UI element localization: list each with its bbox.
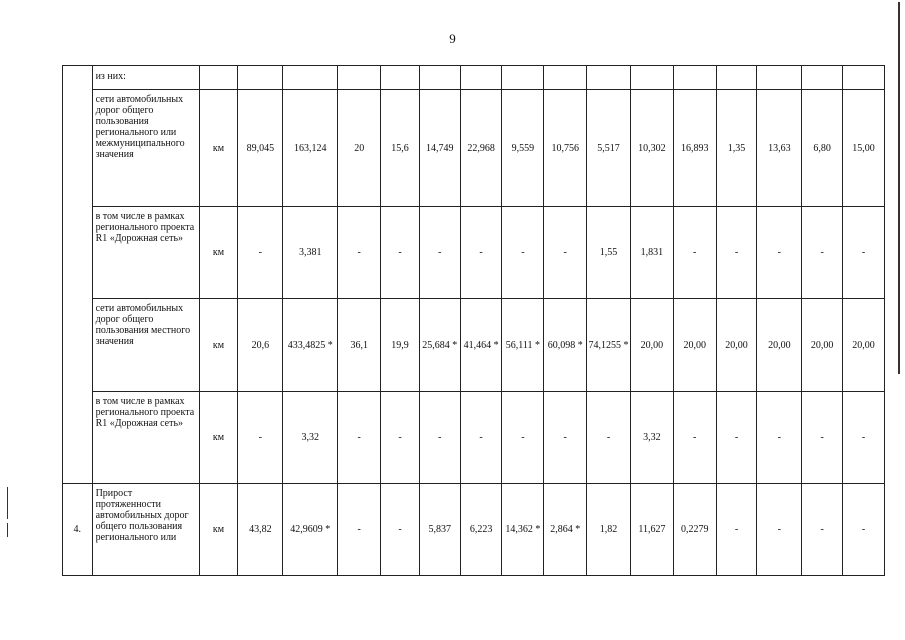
value-cell: 20,00 xyxy=(757,299,802,392)
value-cell: - xyxy=(843,207,885,299)
value-cell: 15,6 xyxy=(381,90,420,207)
value-cell: 10,302 xyxy=(630,90,673,207)
cell xyxy=(381,66,420,90)
value-cell: 11,627 xyxy=(630,484,673,576)
value-cell: 3,32 xyxy=(630,392,673,484)
right-margin-line xyxy=(898,2,900,374)
unit-cell: км xyxy=(199,299,238,392)
value-cell: 14,749 xyxy=(419,90,460,207)
value-cell: - xyxy=(460,207,502,299)
value-cell: 56,111 * xyxy=(502,299,544,392)
value-cell: 1,831 xyxy=(630,207,673,299)
cell xyxy=(338,66,381,90)
cell xyxy=(502,66,544,90)
value-cell: 74,1255 * xyxy=(587,299,631,392)
cell xyxy=(544,66,587,90)
value-cell: - xyxy=(381,484,420,576)
value-cell: - xyxy=(716,392,757,484)
value-cell: 43,82 xyxy=(238,484,283,576)
value-cell: - xyxy=(673,392,716,484)
unit-cell: км xyxy=(199,207,238,299)
value-cell: 3,381 xyxy=(283,207,338,299)
unit-cell: км xyxy=(199,90,238,207)
value-cell: - xyxy=(802,207,843,299)
value-cell: - xyxy=(802,484,843,576)
value-cell: 20,00 xyxy=(673,299,716,392)
value-cell: - xyxy=(843,392,885,484)
table-row xyxy=(63,392,885,484)
value-cell: 20,00 xyxy=(630,299,673,392)
value-cell: - xyxy=(238,392,283,484)
value-cell: 6,80 xyxy=(802,90,843,207)
table-row xyxy=(63,484,885,576)
table-row xyxy=(63,299,885,392)
value-cell: 89,045 xyxy=(238,90,283,207)
value-cell: - xyxy=(716,484,757,576)
value-cell: - xyxy=(544,207,587,299)
value-cell: 2,864 * xyxy=(544,484,587,576)
value-cell: - xyxy=(338,484,381,576)
value-cell: - xyxy=(757,484,802,576)
cell xyxy=(283,66,338,90)
value-cell: 15,00 xyxy=(843,90,885,207)
value-cell: 20,00 xyxy=(716,299,757,392)
cell xyxy=(238,66,283,90)
value-cell: 10,756 xyxy=(544,90,587,207)
cell xyxy=(673,66,716,90)
cell xyxy=(716,66,757,90)
value-cell: 20,6 xyxy=(238,299,283,392)
value-cell: - xyxy=(238,207,283,299)
value-cell: 60,098 * xyxy=(544,299,587,392)
value-cell: 5,837 xyxy=(419,484,460,576)
unit-cell: км xyxy=(199,484,238,576)
value-cell: 22,968 xyxy=(460,90,502,207)
cell xyxy=(843,66,885,90)
value-cell: - xyxy=(673,207,716,299)
value-cell: 5,517 xyxy=(587,90,631,207)
cell xyxy=(630,66,673,90)
value-cell: - xyxy=(338,207,381,299)
value-cell: - xyxy=(419,207,460,299)
row-label: сети автомобильных дорог общего пользования местного значения xyxy=(92,299,199,392)
value-cell: - xyxy=(502,207,544,299)
value-cell: 13,63 xyxy=(757,90,802,207)
value-cell: 9,559 xyxy=(502,90,544,207)
value-cell: - xyxy=(502,392,544,484)
row-label: в том числе в рамках регионального проекта R1 «Дорожная сеть» xyxy=(92,392,199,484)
value-cell: 41,464 * xyxy=(460,299,502,392)
value-cell: - xyxy=(381,207,420,299)
index-cell: 4. xyxy=(63,484,93,576)
table-row xyxy=(63,66,885,90)
value-cell: 163,124 xyxy=(283,90,338,207)
value-cell: - xyxy=(843,484,885,576)
index-cell xyxy=(63,66,93,484)
row-label: в том числе в рамках регионального проекта R1 «Дорожная сеть» xyxy=(92,207,199,299)
value-cell: - xyxy=(338,392,381,484)
value-cell: - xyxy=(587,392,631,484)
cell xyxy=(802,66,843,90)
value-cell: 6,223 xyxy=(460,484,502,576)
value-cell: - xyxy=(757,392,802,484)
value-cell: 3,32 xyxy=(283,392,338,484)
value-cell: 19,9 xyxy=(381,299,420,392)
value-cell: 20 xyxy=(338,90,381,207)
value-cell: - xyxy=(802,392,843,484)
value-cell: - xyxy=(544,392,587,484)
table-row xyxy=(63,207,885,299)
value-cell: 1,55 xyxy=(587,207,631,299)
cell xyxy=(199,66,238,90)
cell xyxy=(587,66,631,90)
row-label: Прирост протяженности автомобильных дорог общего пользования регионального или xyxy=(92,484,199,576)
value-cell: 1,35 xyxy=(716,90,757,207)
value-cell: - xyxy=(757,207,802,299)
value-cell: - xyxy=(460,392,502,484)
value-cell: 20,00 xyxy=(802,299,843,392)
value-cell: 16,893 xyxy=(673,90,716,207)
left-margin-mark xyxy=(7,523,8,537)
value-cell: - xyxy=(381,392,420,484)
row-label: сети автомобильных дорог общего пользования регионального или межмуниципального значения xyxy=(92,90,199,207)
value-cell: - xyxy=(419,392,460,484)
value-cell: 0,2279 xyxy=(673,484,716,576)
unit-cell: км xyxy=(199,392,238,484)
indicator-table xyxy=(62,65,885,576)
page-number: 9 xyxy=(449,31,456,46)
value-cell: 14,362 * xyxy=(502,484,544,576)
row-label: из них: xyxy=(92,66,199,90)
value-cell: - xyxy=(716,207,757,299)
left-margin-mark xyxy=(7,487,8,519)
value-cell: 20,00 xyxy=(843,299,885,392)
cell xyxy=(757,66,802,90)
value-cell: 25,684 * xyxy=(419,299,460,392)
value-cell: 433,4825 * xyxy=(283,299,338,392)
value-cell: 1,82 xyxy=(587,484,631,576)
cell xyxy=(419,66,460,90)
cell xyxy=(460,66,502,90)
value-cell: 36,1 xyxy=(338,299,381,392)
table-row xyxy=(63,90,885,207)
value-cell: 42,9609 * xyxy=(283,484,338,576)
